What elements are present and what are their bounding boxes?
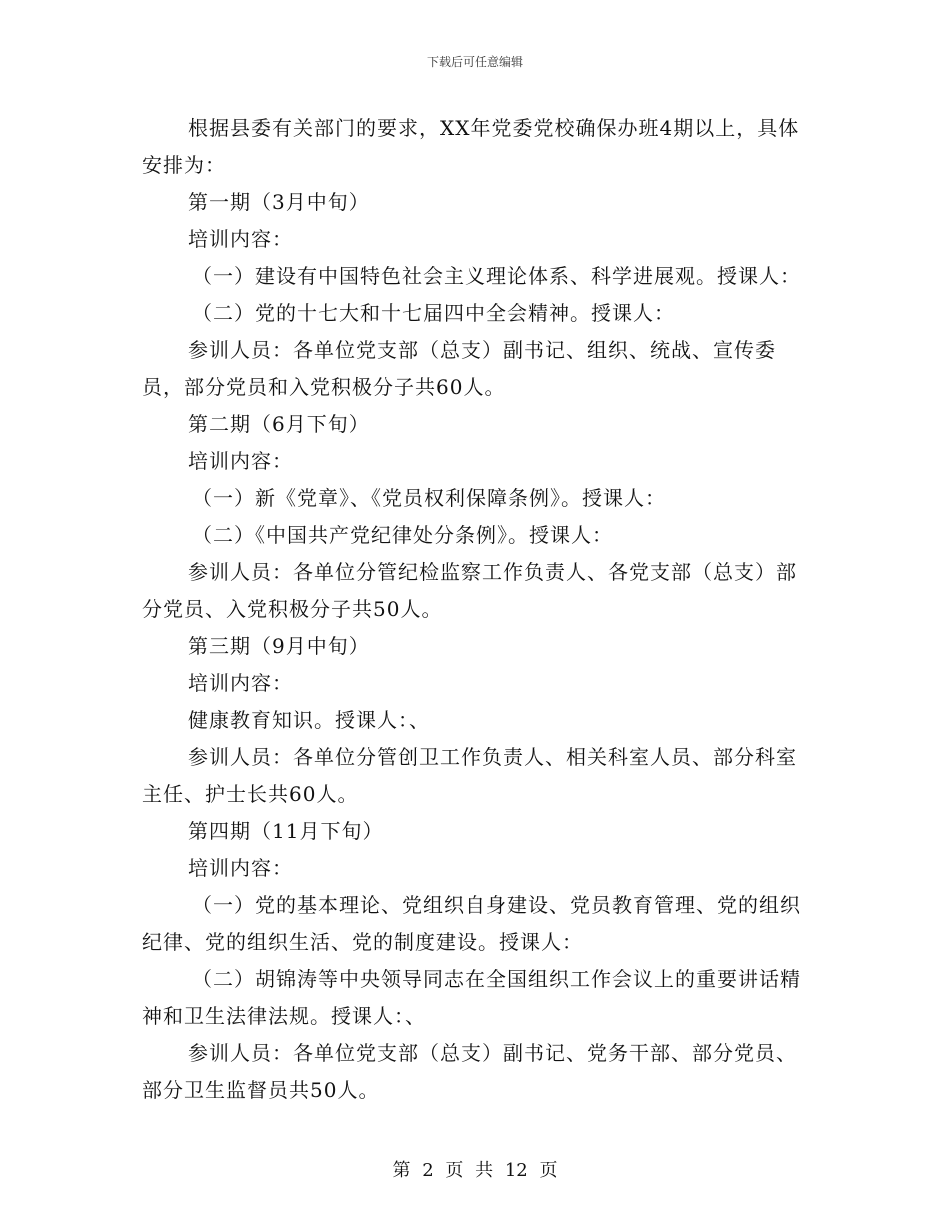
paragraph: 第三期（9月中旬） bbox=[188, 634, 370, 658]
paragraph: （一）党的基本理论、党组织自身建设、党员教育管理、党的组织纪律、党的组织生活、党的制度建设。授课人： bbox=[142, 893, 801, 954]
paragraph: 第一期（3月中旬） bbox=[188, 190, 370, 214]
paragraph: 根据县委有关部门的要求，XX年党委党校确保办班4期以上，具体安排为： bbox=[142, 116, 800, 177]
paragraph: 参训人员：各单位分管纪检监察工作负责人、各党支部（总支）部分党员、入党积极分子共50人。 bbox=[142, 560, 797, 621]
paragraph: 第二期（6月下旬） bbox=[188, 412, 370, 436]
paragraph: （二）《中国共产党纪律处分条例》。授课人： bbox=[192, 523, 613, 547]
paragraph: 参训人员：各单位分管创卫工作负责人、相关科室人员、部分科室主任、护士长共60人。 bbox=[142, 745, 797, 806]
page-footer: 第 2 页 共 12 页 bbox=[392, 1160, 558, 1181]
paragraph: 参训人员：各单位党支部（总支）副书记、党务干部、部分党员、部分卫生监督员共50人。 bbox=[142, 1041, 797, 1102]
paragraph: （二）党的十七大和十七届四中全会精神。授课人： bbox=[192, 301, 675, 325]
paragraph: 第四期（11月下旬） bbox=[188, 819, 384, 843]
paragraph: （二）胡锦涛等中央领导同志在全国组织工作会议上的重要讲话精神和卫生法律法规。授课人：、 bbox=[142, 967, 801, 1028]
paragraph: （一）建设有中国特色社会主义理论体系、科学进展观。授课人： bbox=[192, 264, 801, 288]
paragraph: 培训内容： bbox=[188, 227, 293, 251]
paragraph: 培训内容： bbox=[188, 671, 293, 695]
page-header: 下载后可任意编辑 bbox=[426, 55, 523, 69]
document-body bbox=[142, 110, 812, 1109]
paragraph: 参训人员：各单位党支部（总支）副书记、组织、统战、宣传委员，部分党员和入党积极分子共60人。 bbox=[142, 338, 776, 399]
paragraph: 健康教育知识。授课人：、 bbox=[188, 708, 430, 732]
paragraph: 培训内容： bbox=[188, 449, 293, 473]
paragraph: （一）新《党章》、《党员权利保障条例》。授课人： bbox=[192, 486, 666, 510]
paragraph: 培训内容： bbox=[188, 856, 293, 880]
